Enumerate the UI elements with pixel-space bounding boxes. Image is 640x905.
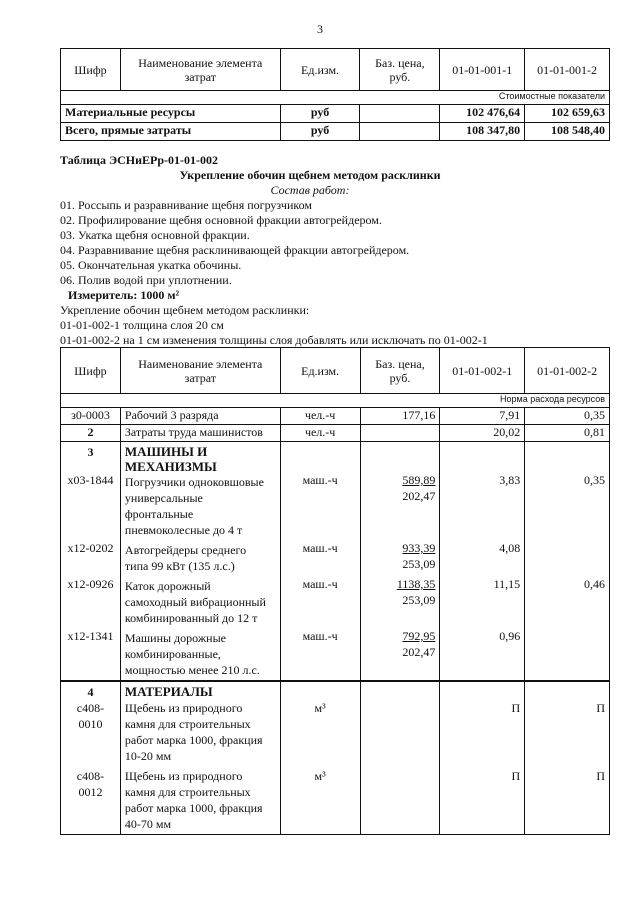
material-value-2: П bbox=[596, 701, 605, 715]
header-col1: 01-01-001-1 bbox=[440, 49, 525, 91]
material-code: с408-0012 bbox=[76, 769, 105, 799]
group-code: 4 bbox=[87, 685, 94, 699]
row-code: з0-0003 bbox=[61, 408, 121, 425]
machine-price-wage: 253,09 bbox=[402, 593, 436, 607]
page-number: 3 bbox=[317, 22, 323, 36]
desc-line: 01-01-002-2 на 1 см изменения толщины слоя добавлять или исключать по 01-002-1 bbox=[60, 333, 488, 347]
materials-codes bbox=[61, 681, 121, 835]
material-name-line: Щебень из природного bbox=[124, 701, 243, 715]
header-name: Наименование элемента затрат bbox=[120, 348, 280, 394]
work-item: 01. Россыпь и разравнивание щебня погрузчиком bbox=[60, 198, 312, 212]
material-name-line: работ марка 1000, фракция bbox=[124, 801, 263, 815]
section-title: Укрепление обочин щебнем методом расклинки bbox=[179, 168, 441, 182]
row-value-1: 108 347,80 bbox=[440, 123, 525, 141]
header-code: Шифр bbox=[61, 348, 121, 394]
row-name: Рабочий 3 разряда bbox=[120, 408, 280, 425]
header-col2: 01-01-002-2 bbox=[525, 348, 610, 394]
row-price bbox=[360, 425, 440, 442]
row-price bbox=[360, 123, 440, 141]
machine-name bbox=[125, 578, 276, 630]
header-unit: Ед.изм. bbox=[280, 348, 360, 394]
machine-name-line: комбинированный до 12 т bbox=[124, 611, 258, 625]
machine-value-2: 0,46 bbox=[584, 577, 605, 591]
meter: Измеритель: 1000 м² bbox=[68, 288, 180, 302]
work-item: 03. Укатка щебня основной фракции. bbox=[60, 228, 250, 242]
header-col1: 01-01-002-1 bbox=[440, 348, 525, 394]
row-unit: руб bbox=[280, 105, 360, 123]
machine-name-line: пневмоколесные до 4 т bbox=[124, 523, 243, 537]
machine-price-total: 1138,35 bbox=[396, 577, 436, 591]
machine-code: х12-0202 bbox=[67, 541, 114, 555]
row-unit: чел.-ч bbox=[280, 425, 360, 442]
machine-value-1: 11,15 bbox=[493, 577, 521, 591]
row-name: Материальные ресурсы bbox=[61, 105, 281, 123]
machine-name-line: Машины дорожные bbox=[124, 631, 226, 645]
row-name: Затраты труда машинистов bbox=[120, 425, 280, 442]
machine-price-total: 933,39 bbox=[402, 541, 436, 555]
machine-price-wage: 253,09 bbox=[402, 557, 436, 571]
row-value-1: 102 476,64 bbox=[440, 105, 525, 123]
machine-price-total: 792,95 bbox=[402, 629, 436, 643]
machine-price bbox=[365, 576, 436, 628]
machine-price-wage: 202,47 bbox=[402, 489, 436, 503]
machine-unit: маш.-ч bbox=[302, 577, 338, 591]
row-unit: руб bbox=[280, 123, 360, 141]
machine-name-line: фронтальные bbox=[124, 507, 194, 521]
material-unit: м³ bbox=[314, 769, 326, 783]
materials-prices bbox=[360, 681, 440, 835]
material-code: с408-0010 bbox=[76, 701, 105, 731]
table-subheader: Стоимостные показатели bbox=[61, 91, 610, 105]
works-title: Состав работ: bbox=[270, 183, 350, 197]
machines-prices bbox=[360, 442, 440, 682]
row-unit: чел.-ч bbox=[280, 408, 360, 425]
machine-value-1: 4,08 bbox=[499, 541, 521, 555]
desc-line: 01-01-002-1 толщина слоя 20 см bbox=[60, 318, 224, 332]
machines-codes bbox=[61, 442, 121, 682]
header-code: Шифр bbox=[61, 49, 121, 91]
material-value-1: П bbox=[511, 701, 521, 715]
machine-name-line: Каток дорожный bbox=[124, 579, 211, 593]
row-value-2: 0,35 bbox=[525, 408, 610, 425]
machine-name-line: мощностью менее 210 л.с. bbox=[124, 663, 260, 677]
machine-code: х12-1341 bbox=[67, 629, 114, 643]
machine-unit: маш.-ч bbox=[302, 473, 338, 487]
group-code: 3 bbox=[87, 445, 94, 459]
group-title: МАШИНЫ И МЕХАНИЗМЫ bbox=[124, 444, 217, 474]
machine-name-line: типа 99 кВт (135 л.с.) bbox=[124, 559, 235, 573]
work-item: 06. Полив водой при уплотнении. bbox=[60, 273, 232, 287]
material-name-line: Щебень из природного bbox=[124, 769, 243, 783]
material-name-line: камня для строительных bbox=[124, 717, 251, 731]
materials-values-2 bbox=[525, 681, 610, 835]
row-name: Всего, прямые затраты bbox=[61, 123, 281, 141]
work-item: 05. Окончательная укатка обочины. bbox=[60, 258, 242, 272]
row-code: 2 bbox=[61, 425, 121, 442]
material-name bbox=[125, 768, 276, 834]
materials-values-1 bbox=[440, 681, 525, 835]
machine-value-2 bbox=[529, 540, 605, 576]
material-name bbox=[125, 700, 276, 768]
material-name-line: камня для строительных bbox=[124, 785, 251, 799]
machine-price bbox=[365, 472, 436, 540]
row-value-1: 7,91 bbox=[440, 408, 525, 425]
machine-price-wage: 202,47 bbox=[402, 645, 436, 659]
header-unit: Ед.изм. bbox=[280, 49, 360, 91]
machine-price-total: 589,89 bbox=[402, 473, 436, 487]
machine-unit: маш.-ч bbox=[302, 629, 338, 643]
machine-name-line: Автогрейдеры среднего bbox=[124, 543, 247, 557]
machines-values-1 bbox=[440, 442, 525, 682]
machine-name bbox=[125, 474, 276, 542]
material-value-1: П bbox=[511, 769, 521, 783]
machine-name-line: комбинированные, bbox=[124, 647, 221, 661]
row-value-2: 0,81 bbox=[525, 425, 610, 442]
machine-name bbox=[125, 542, 276, 578]
machines-values-2 bbox=[525, 442, 610, 682]
header-col2: 01-01-001-2 bbox=[525, 49, 610, 91]
group-title: МАТЕРИАЛЫ bbox=[124, 684, 213, 699]
machine-value-1: 0,96 bbox=[499, 629, 521, 643]
machine-value-1: 3,83 bbox=[499, 473, 521, 487]
machine-price bbox=[365, 628, 436, 678]
machine-name-line: универсальные bbox=[124, 491, 203, 505]
material-name-line: 10-20 мм bbox=[124, 749, 172, 763]
cost-table bbox=[60, 48, 610, 141]
table-subheader: Норма расхода ресурсов bbox=[61, 394, 610, 408]
material-name-line: 40-70 мм bbox=[124, 817, 172, 831]
material-name-line: работ марка 1000, фракция bbox=[124, 733, 263, 747]
material-value-2: П bbox=[596, 769, 605, 783]
header-price: Баз. цена, руб. bbox=[360, 348, 440, 394]
work-item: 04. Разравнивание щебня расклинивающей фракции автогрейдером. bbox=[60, 243, 410, 257]
row-value-1: 20,02 bbox=[440, 425, 525, 442]
machine-value-2: 0,35 bbox=[584, 473, 605, 487]
table-title: Таблица ЭСНиЕРр-01-01-002 bbox=[60, 153, 219, 167]
machines-units bbox=[280, 442, 360, 682]
row-price bbox=[360, 105, 440, 123]
row-price: 177,16 bbox=[360, 408, 440, 425]
row-value-2: 108 548,40 bbox=[525, 123, 610, 141]
section-block bbox=[60, 153, 620, 348]
materials-names bbox=[120, 681, 280, 835]
header-name: Наименование элемента затрат bbox=[120, 49, 280, 91]
desc-line: Укрепление обочин щебнем методом расклинки: bbox=[60, 303, 310, 317]
machine-code: х12-0926 bbox=[67, 577, 114, 591]
materials-units bbox=[280, 681, 360, 835]
work-item: 02. Профилирование щебня основной фракции автогрейдером. bbox=[60, 213, 382, 227]
machines-names bbox=[120, 442, 280, 682]
header-price: Баз. цена, руб. bbox=[360, 49, 440, 91]
machine-code: х03-1844 bbox=[67, 473, 114, 487]
machine-name-line: Погрузчики одноковшовые bbox=[124, 475, 264, 489]
machine-price bbox=[365, 540, 436, 576]
row-value-2: 102 659,63 bbox=[525, 105, 610, 123]
machine-value-2 bbox=[529, 628, 605, 678]
material-unit: м³ bbox=[314, 701, 326, 715]
machine-name-line: самоходный вибрационный bbox=[124, 595, 266, 609]
machine-unit: маш.-ч bbox=[302, 541, 338, 555]
machine-name bbox=[125, 630, 276, 680]
resource-table bbox=[60, 347, 610, 835]
